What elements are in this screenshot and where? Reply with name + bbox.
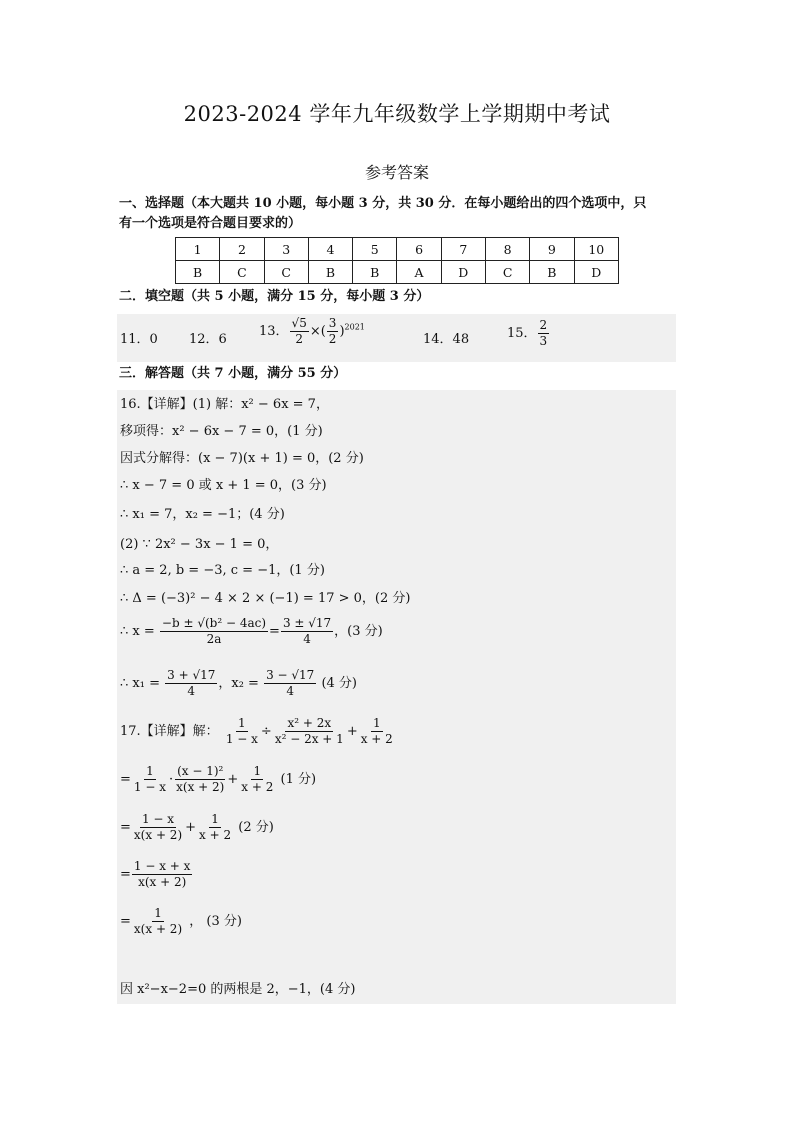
q17-line2: = $\frac{1}{1 - x}$ · $\frac{\text{(x − 1)²}}{x(x + 2)}$ + $\frac{1}{x + 2}$ (1 分) xyxy=(120,764,317,794)
q17-line6: 因 x²−x−2=0 的两根是 2，−1，(4 分) xyxy=(120,982,356,997)
root-fraction: $\frac{3 \pm √17}{4}$ xyxy=(282,616,332,646)
table-cell: B xyxy=(176,261,220,284)
q16-line10: ∴ x₁ = $\frac{3 + √17}{4}$ ，x₂ = $\frac{3 - √17}{4}$ (4 分) xyxy=(120,668,358,698)
q17-fraction: $\frac{1}{x + 2}$ xyxy=(241,764,274,794)
table-cell: B xyxy=(353,261,397,284)
q17-fraction: $\frac{1}{x(x + 2)}$ xyxy=(133,906,183,936)
table-cell: D xyxy=(441,261,485,284)
answer-q12: 12．6 xyxy=(189,332,227,347)
table-cell: 8 xyxy=(485,238,529,261)
root2-fraction: $\frac{3 - √17}{4}$ xyxy=(266,668,315,698)
quadratic-formula-fraction: $\frac{\text{−b ± √(b² − 4ac)}}{2a}$ xyxy=(161,616,267,646)
section3-heading: 三．解答题（共 7 小题，满分 55 分） xyxy=(119,366,347,381)
table-cell: 6 xyxy=(397,238,441,261)
q17-line5: = $\frac{1}{x(x + 2)}$ ， (3 分) xyxy=(120,906,242,936)
table-cell: 10 xyxy=(574,238,618,261)
q13-fraction: $\frac{√5}{2}$ xyxy=(291,316,307,346)
table-cell: 1 xyxy=(176,238,220,261)
section2-heading: 二．填空题（共 5 小题，满分 15 分，每小题 3 分） xyxy=(119,289,430,304)
page-subtitle: 参考答案 xyxy=(364,163,429,182)
answer-q14: 14．48 xyxy=(423,332,470,347)
table-cell: D xyxy=(574,261,618,284)
table-cell: 5 xyxy=(353,238,397,261)
q17-fraction: $\frac{\text{x² + 2x}}{\text{x² − 2x + 1}}$ xyxy=(274,716,344,746)
q16-line8: ∴ Δ = (−3)² − 4 × 2 × (−1) = 17 > 0，(2 分) xyxy=(120,591,411,606)
root1-fraction: $\frac{3 + √17}{4}$ xyxy=(167,668,216,698)
q17-line1: 17.【详解】解： $\frac{1}{1 - x}$ ÷ $\frac{\text{x² + 2x}}{\text{x² − 2x + 1}}$ + $\frac{1}{x + 2}$ xyxy=(120,716,393,746)
q15-fraction: $\frac{2}{3}$ xyxy=(539,318,548,348)
q16-line6: (2) ∵ 2x² − 3x − 1 = 0， xyxy=(120,537,279,552)
table-cell: 9 xyxy=(530,238,574,261)
answer-q11: 11．0 xyxy=(120,332,158,347)
q16-line7: ∴ a = 2, b = −3, c = −1，(1 分) xyxy=(120,563,325,578)
table-cell: 4 xyxy=(308,238,352,261)
table-cell: 2 xyxy=(220,238,264,261)
table-cell: C xyxy=(264,261,308,284)
table-cell: 3 xyxy=(264,238,308,261)
q17-fraction: $\frac{1}{x + 2}$ xyxy=(360,716,393,746)
table-row-answers xyxy=(176,261,619,284)
table-cell: C xyxy=(220,261,264,284)
q17-fraction: $\frac{1 - x}{x(x + 2)}$ xyxy=(133,812,183,842)
q16-line4: ∴ x − 7 = 0 或 x + 1 = 0，(3 分) xyxy=(120,478,327,493)
table-row-numbers xyxy=(176,238,619,261)
q16-line5: ∴ x₁ = 7，x₂ = −1；(4 分) xyxy=(120,507,285,522)
q17-line4: = $\frac{1 - x + x}{x(x + 2)}$ xyxy=(120,859,191,889)
answer-q13: 13． $\frac{√5}{2}$ ×( $\frac{3}{2}$ )$^{2021}$ xyxy=(259,316,365,346)
q17-fraction: $\frac{1}{1 - x}$ xyxy=(225,716,258,746)
q16-line3: 因式分解得：(x − 7)(x + 1) = 0，(2 分) xyxy=(120,451,364,466)
table-cell: B xyxy=(530,261,574,284)
q17-fraction: $\frac{1}{x + 2}$ xyxy=(199,812,232,842)
q17-fraction: $\frac{1}{1 - x}$ xyxy=(133,764,166,794)
q17-fraction: $\frac{1 - x + x}{x(x + 2)}$ xyxy=(133,859,191,889)
page-title: 2023-2024 学年九年级数学上学期期中考试 xyxy=(183,102,611,126)
choice-answer-table xyxy=(175,237,619,284)
q13-inner-fraction: $\frac{3}{2}$ xyxy=(328,316,337,346)
q17-line3: = $\frac{1 - x}{x(x + 2)}$ + $\frac{1}{x + 2}$ (2 分) xyxy=(120,812,274,842)
table-cell: C xyxy=(485,261,529,284)
section1-heading-line1: 一、选择题（本大题共 10 小题，每小题 3 分，共 30 分．在每小题给出的四个选项中，只 xyxy=(119,196,647,211)
section1-heading-line2: 有一个选项是符合题目要求的） xyxy=(119,216,302,231)
q16-line1: 16.【详解】(1) 解：x² − 6x = 7， xyxy=(120,397,329,412)
table-cell: 7 xyxy=(441,238,485,261)
q16-line9: ∴ x = $\frac{\text{−b ± √(b² − 4ac)}}{2a}$ = $\frac{3 \pm √17}{4}$ ，(3 分) xyxy=(120,616,383,646)
answer-q15: 15． $\frac{2}{3}$ xyxy=(507,318,548,348)
q13-label: 13． xyxy=(259,324,289,339)
q16-line2: 移项得：x² − 6x − 7 = 0，(1 分) xyxy=(120,424,323,439)
table-cell: B xyxy=(308,261,352,284)
table-cell: A xyxy=(397,261,441,284)
q17-fraction: $\frac{\text{(x − 1)²}}{x(x + 2)}$ xyxy=(176,764,225,794)
